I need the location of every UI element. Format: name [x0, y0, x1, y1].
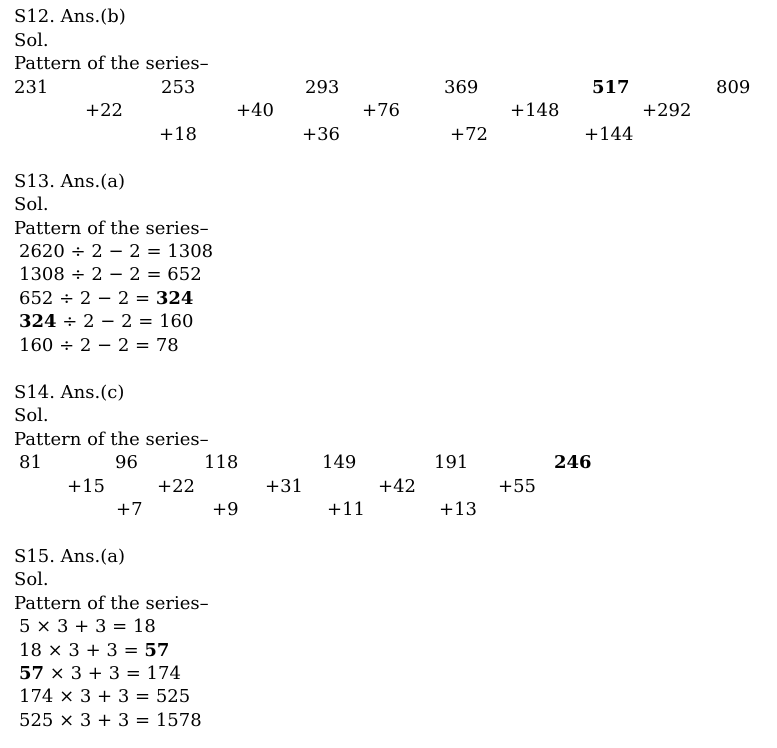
s12-second-diff: +72: [450, 124, 488, 145]
s14-second-diff: +7: [116, 499, 143, 520]
s13-equation-line: [19, 335, 179, 357]
equation-expr: 174 × 3 + 3 =: [19, 686, 156, 707]
s12-answer-term: 517: [592, 77, 630, 98]
equation-expr: × 3 + 3 =: [44, 663, 147, 684]
s13-heading: S13. Ans.(a): [14, 171, 126, 192]
equation-result: 160: [159, 311, 194, 332]
s12-term: 369: [444, 77, 479, 98]
equation-result: 1308: [167, 241, 214, 262]
s14-first-diff: +42: [378, 476, 416, 497]
equation-expr: 160 ÷ 2 − 2 =: [19, 335, 156, 356]
equation-expr: 652 ÷ 2 − 2 =: [19, 288, 156, 309]
s14-term: 81: [19, 452, 42, 473]
s12-pattern-label: Pattern of the series–: [14, 53, 209, 74]
s12-second-diff: +144: [584, 124, 634, 145]
s12-first-diff: +76: [362, 100, 400, 121]
equation-answer: 57: [19, 663, 45, 684]
s12-first-diff: +292: [642, 100, 692, 121]
s15-sol: Sol.: [14, 569, 49, 590]
s15-heading: S15. Ans.(a): [14, 546, 126, 567]
s12-heading: S12. Ans.(b): [14, 6, 126, 27]
s12-first-diff: +22: [85, 100, 123, 121]
s14-first-diff: +22: [157, 476, 195, 497]
s14-answer-term: 246: [554, 452, 592, 473]
equation-expr: 2620 ÷ 2 − 2 =: [19, 241, 168, 262]
s14-second-diff: +11: [327, 499, 365, 520]
s14-first-diff: +55: [498, 476, 536, 497]
s12-term: 231: [14, 77, 49, 98]
s13-equation-line: [19, 288, 193, 310]
s13-sol: Sol.: [14, 194, 49, 215]
s14-pattern-label: Pattern of the series–: [14, 429, 209, 450]
s15-equation-line: [19, 640, 169, 662]
s15-equation-line: [19, 663, 181, 685]
s12-first-diff: +148: [510, 100, 560, 121]
equation-answer: 324: [19, 311, 57, 332]
s13-equation-line: [19, 311, 193, 333]
s14-term: 118: [204, 452, 239, 473]
equation-expr: 1308 ÷ 2 − 2 =: [19, 264, 168, 285]
s14-second-diff: +9: [212, 499, 239, 520]
equation-result: 174: [146, 663, 181, 684]
equation-result: 652: [167, 264, 202, 285]
s15-equation-line: [19, 686, 190, 708]
equation-result: 1578: [155, 710, 202, 731]
equation-expr: 525 × 3 + 3 =: [19, 710, 156, 731]
s12-sol: Sol.: [14, 30, 49, 51]
s14-term: 191: [434, 452, 469, 473]
s15-pattern-label: Pattern of the series–: [14, 593, 209, 614]
s15-equation-line: [19, 616, 156, 638]
s14-second-diff: +13: [439, 499, 477, 520]
s14-heading: S14. Ans.(c): [14, 382, 125, 403]
s12-term: 809: [716, 77, 751, 98]
s12-second-diff: +36: [302, 124, 340, 145]
s13-equation-line: [19, 264, 202, 286]
s13-pattern-label: Pattern of the series–: [14, 218, 209, 239]
s14-term: 96: [115, 452, 138, 473]
s12-term: 253: [161, 77, 196, 98]
s12-first-diff: +40: [236, 100, 274, 121]
s14-first-diff: +15: [67, 476, 105, 497]
s14-sol: Sol.: [14, 405, 49, 426]
equation-answer: 324: [155, 288, 194, 309]
s12-second-diff: +18: [159, 124, 197, 145]
s14-first-diff: +31: [265, 476, 303, 497]
equation-result: 78: [155, 335, 179, 356]
s12-term: 293: [305, 77, 340, 98]
equation-expr: 18 × 3 + 3 =: [19, 640, 145, 661]
s14-term: 149: [322, 452, 357, 473]
s15-equation-line: [19, 710, 202, 732]
equation-expr: 5 × 3 + 3 =: [19, 616, 133, 637]
equation-answer: 57: [144, 640, 170, 661]
s13-equation-line: [19, 241, 213, 263]
equation-result: 18: [132, 616, 156, 637]
equation-result: 525: [155, 686, 191, 707]
equation-expr: ÷ 2 − 2 =: [56, 311, 160, 332]
